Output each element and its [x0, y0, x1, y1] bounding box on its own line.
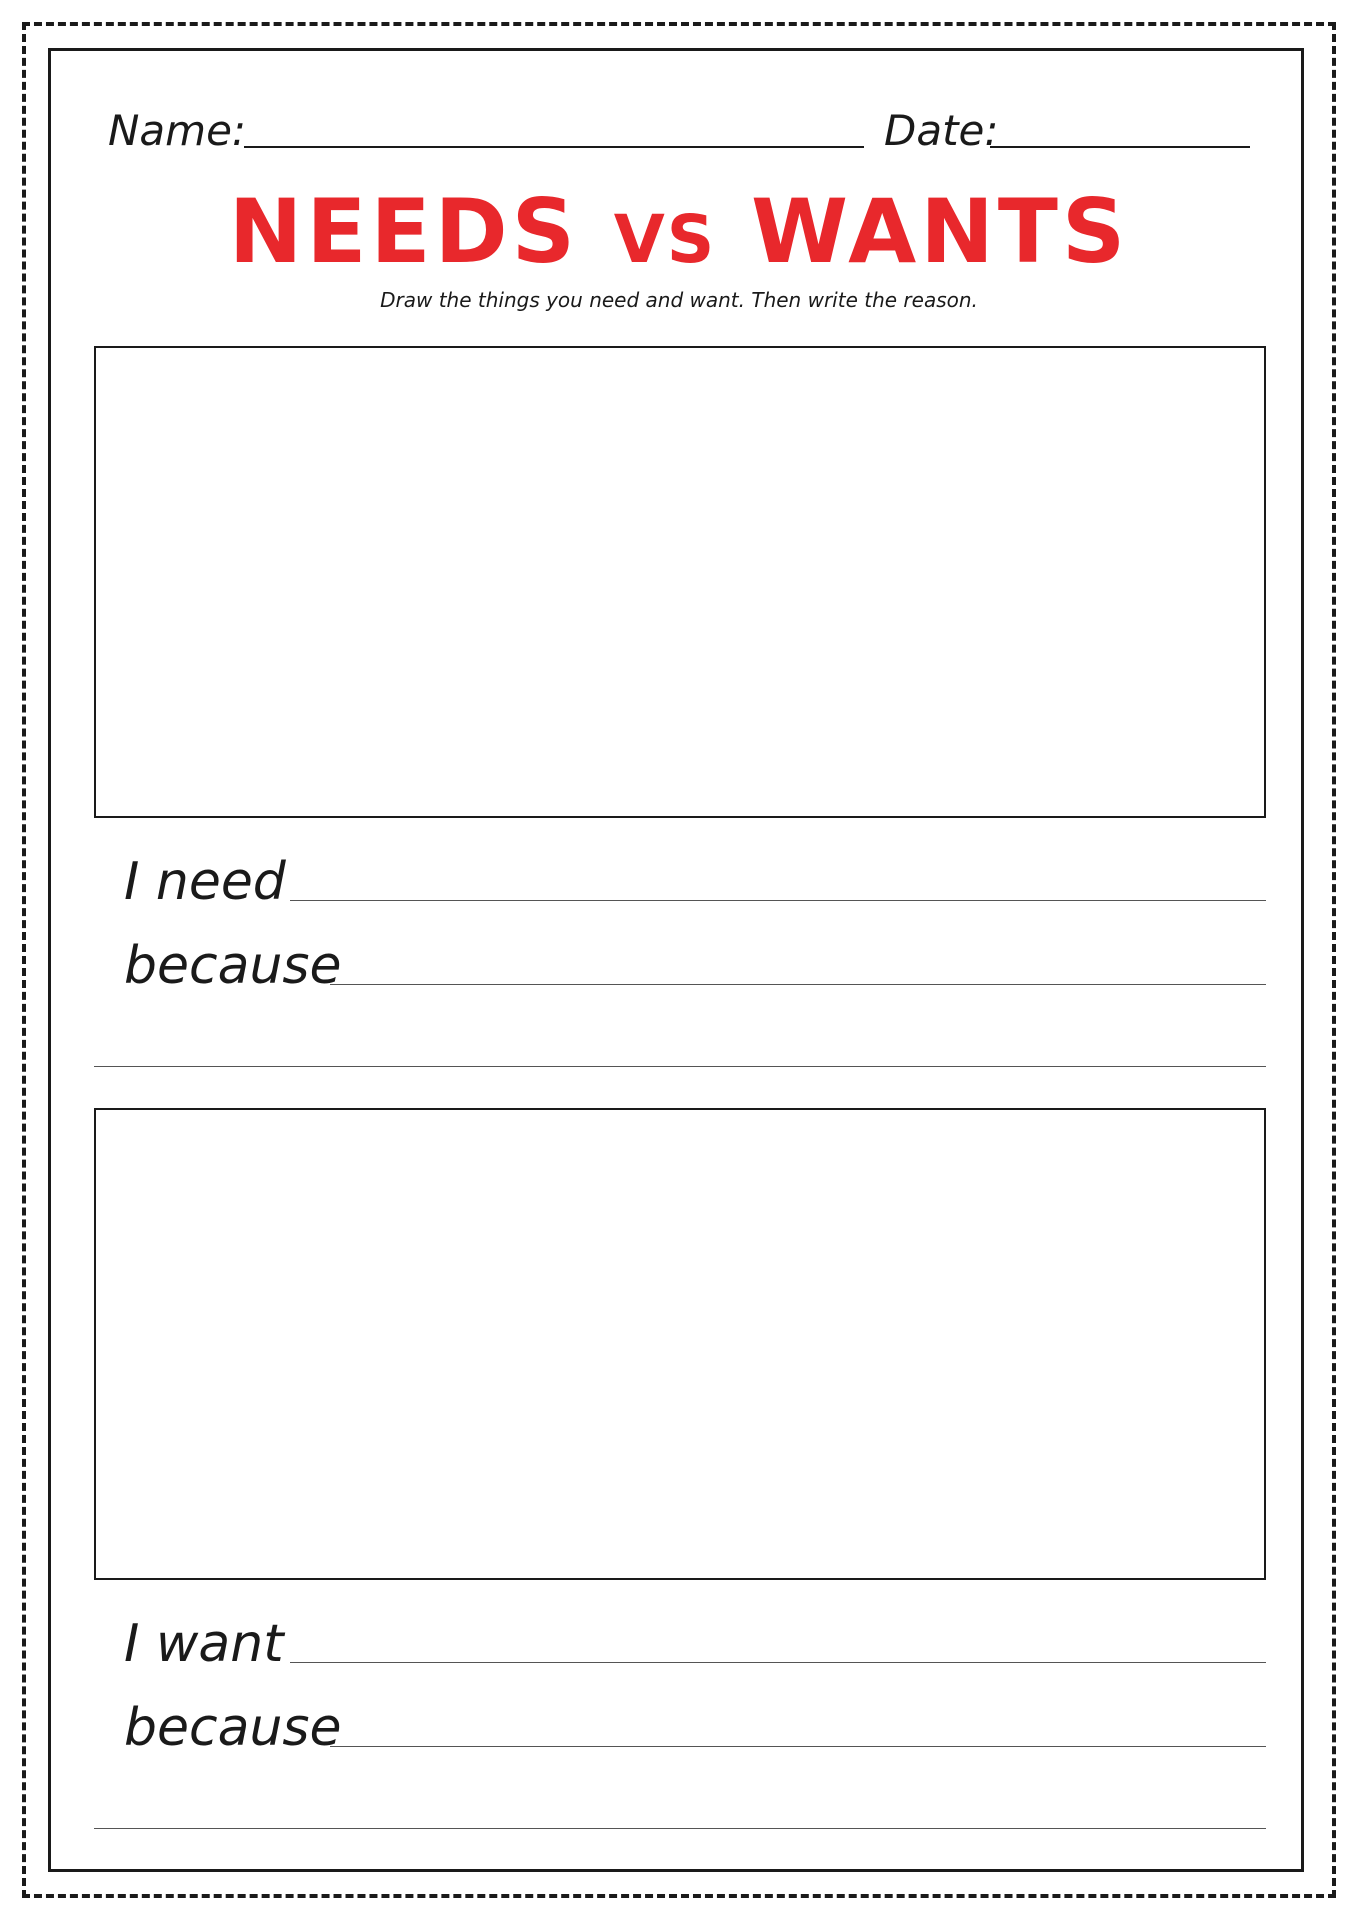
name-field-line[interactable]: [244, 146, 864, 148]
title-wants: WANTS: [750, 180, 1130, 283]
need-label: I need: [124, 852, 286, 912]
need-extra-line[interactable]: [94, 1066, 1266, 1067]
want-label: I want: [124, 1614, 284, 1674]
need-answer-line[interactable]: [290, 900, 1266, 901]
title-vs: VS: [613, 201, 717, 278]
worksheet-title: [0, 180, 1358, 283]
instructions: Draw the things you need and want. Then write the reason.: [380, 288, 978, 312]
want-because-label: because: [124, 1698, 342, 1758]
name-label: Name:: [108, 106, 247, 155]
want-drawing-box[interactable]: [94, 1108, 1266, 1580]
want-extra-line[interactable]: [94, 1828, 1266, 1829]
need-drawing-box[interactable]: [94, 346, 1266, 818]
date-field-line[interactable]: [990, 146, 1250, 148]
need-because-line[interactable]: [330, 984, 1266, 985]
title-needs: NEEDS: [228, 180, 580, 283]
want-because-line[interactable]: [330, 1746, 1266, 1747]
want-answer-line[interactable]: [290, 1662, 1266, 1663]
date-label: Date:: [884, 106, 999, 155]
need-because-label: because: [124, 936, 342, 996]
